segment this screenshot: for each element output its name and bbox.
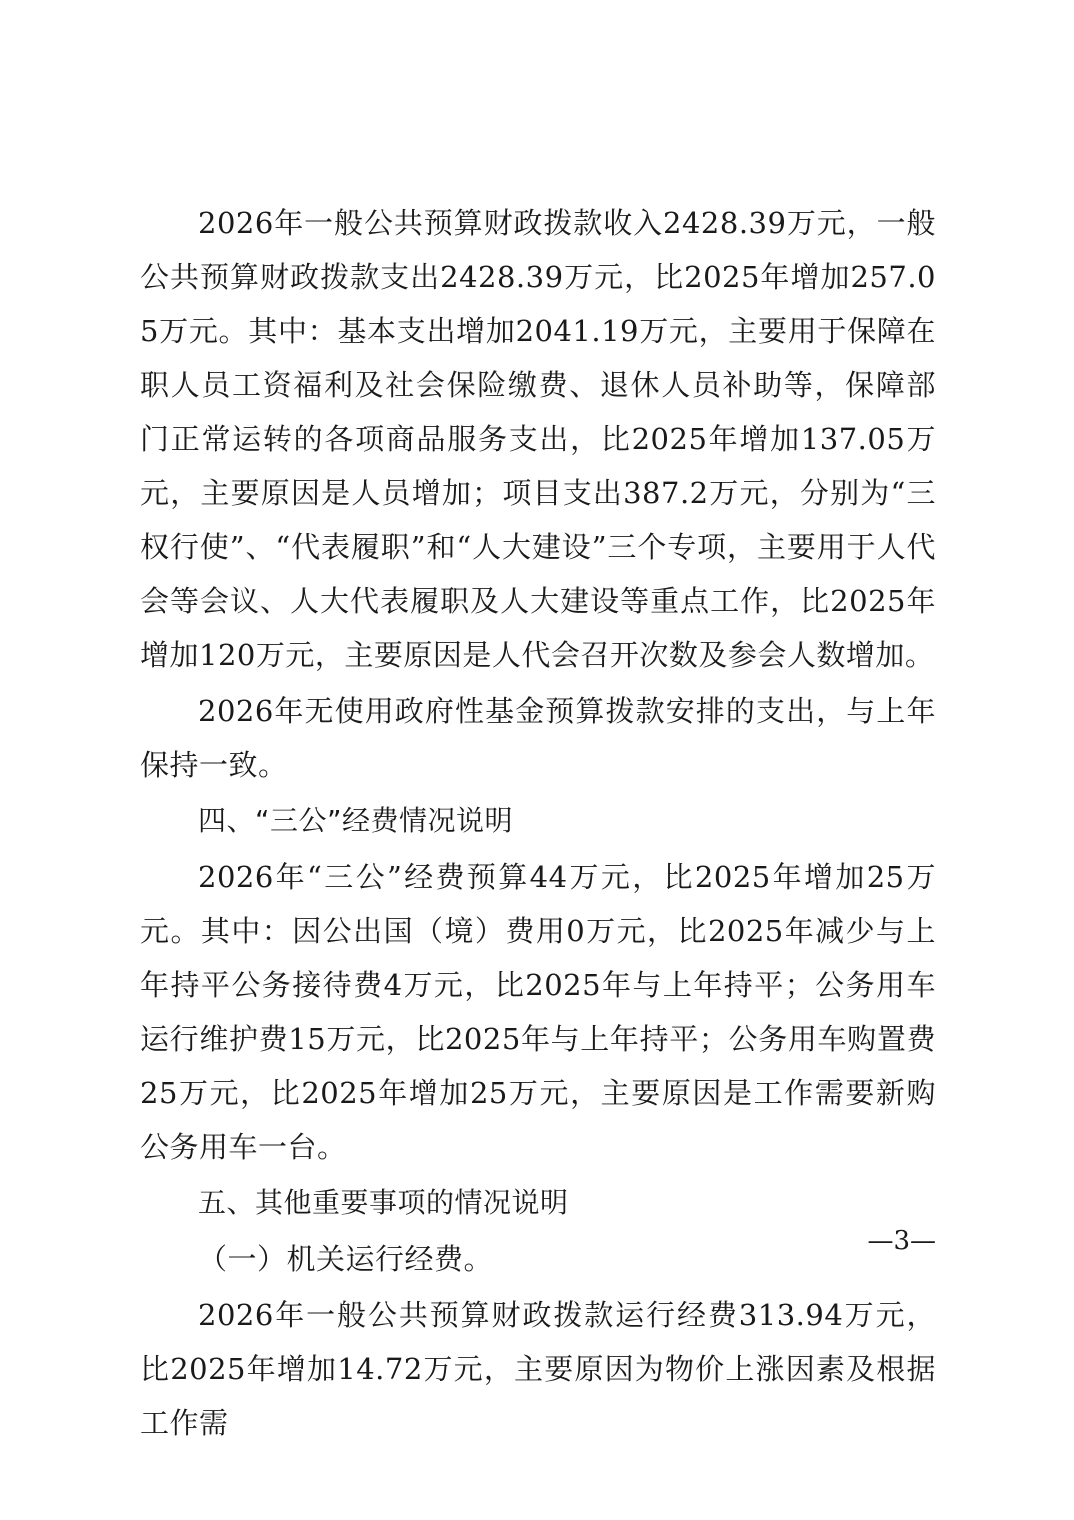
- paragraph-budget-revenue-expenditure: 2026年一般公共预算财政拨款收入2428.39万元，一般公共预算财政拨款支出2428.39万元，比2025年增加257.05万元。其中：基本支出增加2041.19万元，主要用于保障在职人员工资福利及社会保险缴费、退休人员补助等，保障部门正常运转的各项商品服务支出，比2025年增加137.05万元，主要原因是人员增加；项目支出387.2万元，分别为“三权行使”、“代表履职”和“人大建设”三个专项，主要用于人代会等会议、人大代表履职及人大建设等重点工作，比2025年增加120万元，主要原因是人代会召开次数及参会人数增加。: [140, 206, 936, 672]
- subsection-heading-operating-expenses: （一）机关运行经费。: [198, 1242, 494, 1276]
- paragraph-three-public-budget: 2026年“三公”经费预算44万元，比2025年增加25万元。其中：因公出国（境）费用0万元，比2025年减少与上年持平公务接待费4万元，比2025年与上年持平；公务用车运行维护费15万元，比2025年与上年持平；公务用车购置费25万元，比2025年增加25万元，主要原因是工作需要新购公务用车一台。: [140, 860, 936, 1164]
- document-body: [140, 196, 936, 1450]
- paragraph-government-fund: 2026年无使用政府性基金预算拨款安排的支出，与上年保持一致。: [140, 694, 936, 782]
- section-heading-other-matters: 五、其他重要事项的情况说明: [198, 1186, 569, 1219]
- page-number: —3—: [867, 1226, 936, 1256]
- section-heading-three-public: 四、“三公”经费情况说明: [198, 804, 514, 837]
- paragraph-operating-expenses: 2026年一般公共预算财政拨款运行经费313.94万元，比2025年增加14.72万元，主要原因为物价上涨因素及根据工作需: [140, 1298, 936, 1440]
